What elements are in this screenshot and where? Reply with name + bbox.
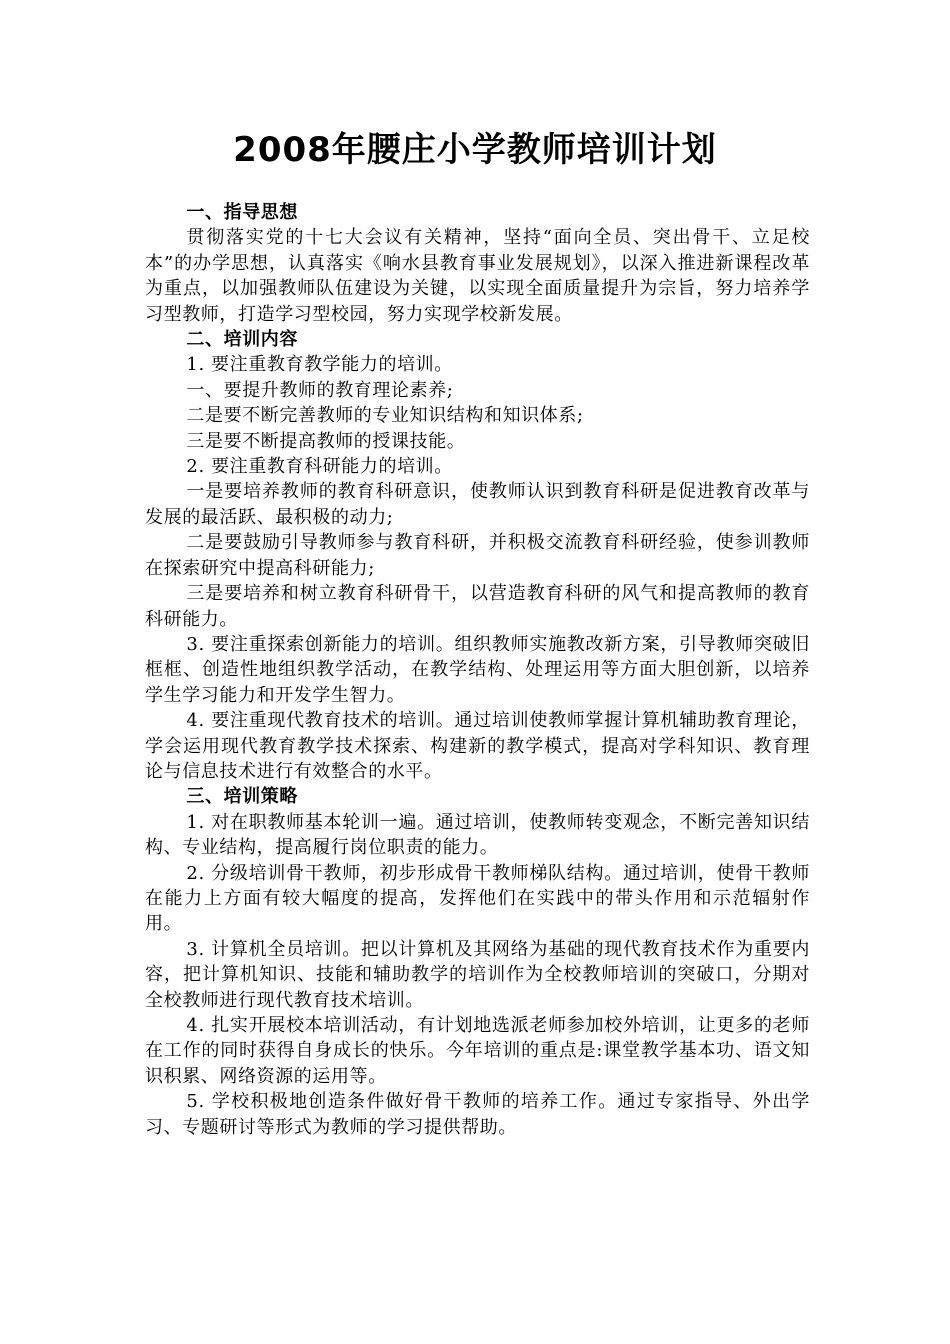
document-body bbox=[145, 200, 810, 1140]
paragraph: 一是要培养教师的教育科研意识，使教师认识到教育科研是促进教育改革与发展的最活跃、最积极的动力; bbox=[145, 481, 810, 528]
paragraph: 3. 要注重探索创新能力的培训。组织教师实施教改新方案，引导教师突破旧框框、创造性地组织教学活动，在教学结构、处理运用等方面大胆创新，以培养学生学习能力和开发学生智力。 bbox=[145, 633, 810, 706]
paragraph: 4. 扎实开展校本培训活动，有计划地选派老师参加校外培训，让更多的老师在工作的同时获得自身成长的快乐。今年培训的重点是:课堂教学基本功、语文知识积累、网络资源的运用等。 bbox=[145, 1015, 810, 1087]
paragraph: 二是要不断完善教师的专业知识结构和知识体系; bbox=[186, 405, 584, 427]
paragraph: 2. 要注重教育科研能力的培训。 bbox=[186, 456, 453, 478]
paragraph: 4. 要注重现代教育技术的培训。通过培训使教师掌握计算机辅助教育理论，学会运用现代教育教学技术探索、构建新的教学模式，提高对学科知识、教育理论与信息技术进行有效整合的水平。 bbox=[145, 710, 810, 782]
paragraph: 一、要提升教师的教育理论素养; bbox=[186, 379, 454, 401]
paragraph: 1. 要注重教育教学能力的培训。 bbox=[186, 354, 453, 376]
paragraph: 2. 分级培训骨干教师，初步形成骨干教师梯队结构。通过培训，使骨干教师在能力上方面有较大幅度的提高，发挥他们在实践中的带头作用和示范辐射作用。 bbox=[145, 862, 810, 935]
document-title: 2008年腰庄小学教师培训计划 bbox=[233, 130, 717, 170]
section-heading: 一、指导思想 bbox=[186, 202, 298, 223]
paragraph: 1. 对在职教师基本轮训一遍。通过培训，使教师转变观念，不断完善知识结构、专业结构，提高履行岗位职责的能力。 bbox=[145, 811, 810, 859]
paragraph: 贯彻落实党的十七大会议有关精神，坚持“面向全员、突出骨干、立足校本”的办学思想，认真落实《响水县教育事业发展规划》，以深入推进新课程改革为重点，以加强教师队伍建设为关键，以实现全面质量提升为宗旨，努力培养学习型教师，打造学习型校园，努力实现学校新发展。 bbox=[145, 227, 810, 325]
paragraph: 三是要培养和树立教育科研骨干，以营造教育科研的风气和提高教师的教育科研能力。 bbox=[145, 583, 810, 630]
paragraph: 三是要不断提高教师的授课技能。 bbox=[186, 430, 466, 452]
section-heading: 三、培训策略 bbox=[186, 786, 298, 808]
paragraph: 5. 学校积极地创造条件做好骨干教师的培养工作。通过专家指导、外出学习、专题研讨等形式为教师的学习提供帮助。 bbox=[145, 1091, 810, 1138]
paragraph: 二是要鼓励引导教师参与教育科研，并积极交流教育科研经验，使参训教师在探索研究中提高科研能力; bbox=[145, 532, 810, 579]
section-heading: 二、培训内容 bbox=[186, 329, 298, 351]
paragraph: 3. 计算机全员培训。把以计算机及其网络为基础的现代教育技术作为重要内容，把计算机知识、技能和辅助教学的培训作为全校教师培训的突破口，分期对全校教师进行现代教育技术培训。 bbox=[145, 938, 810, 1011]
